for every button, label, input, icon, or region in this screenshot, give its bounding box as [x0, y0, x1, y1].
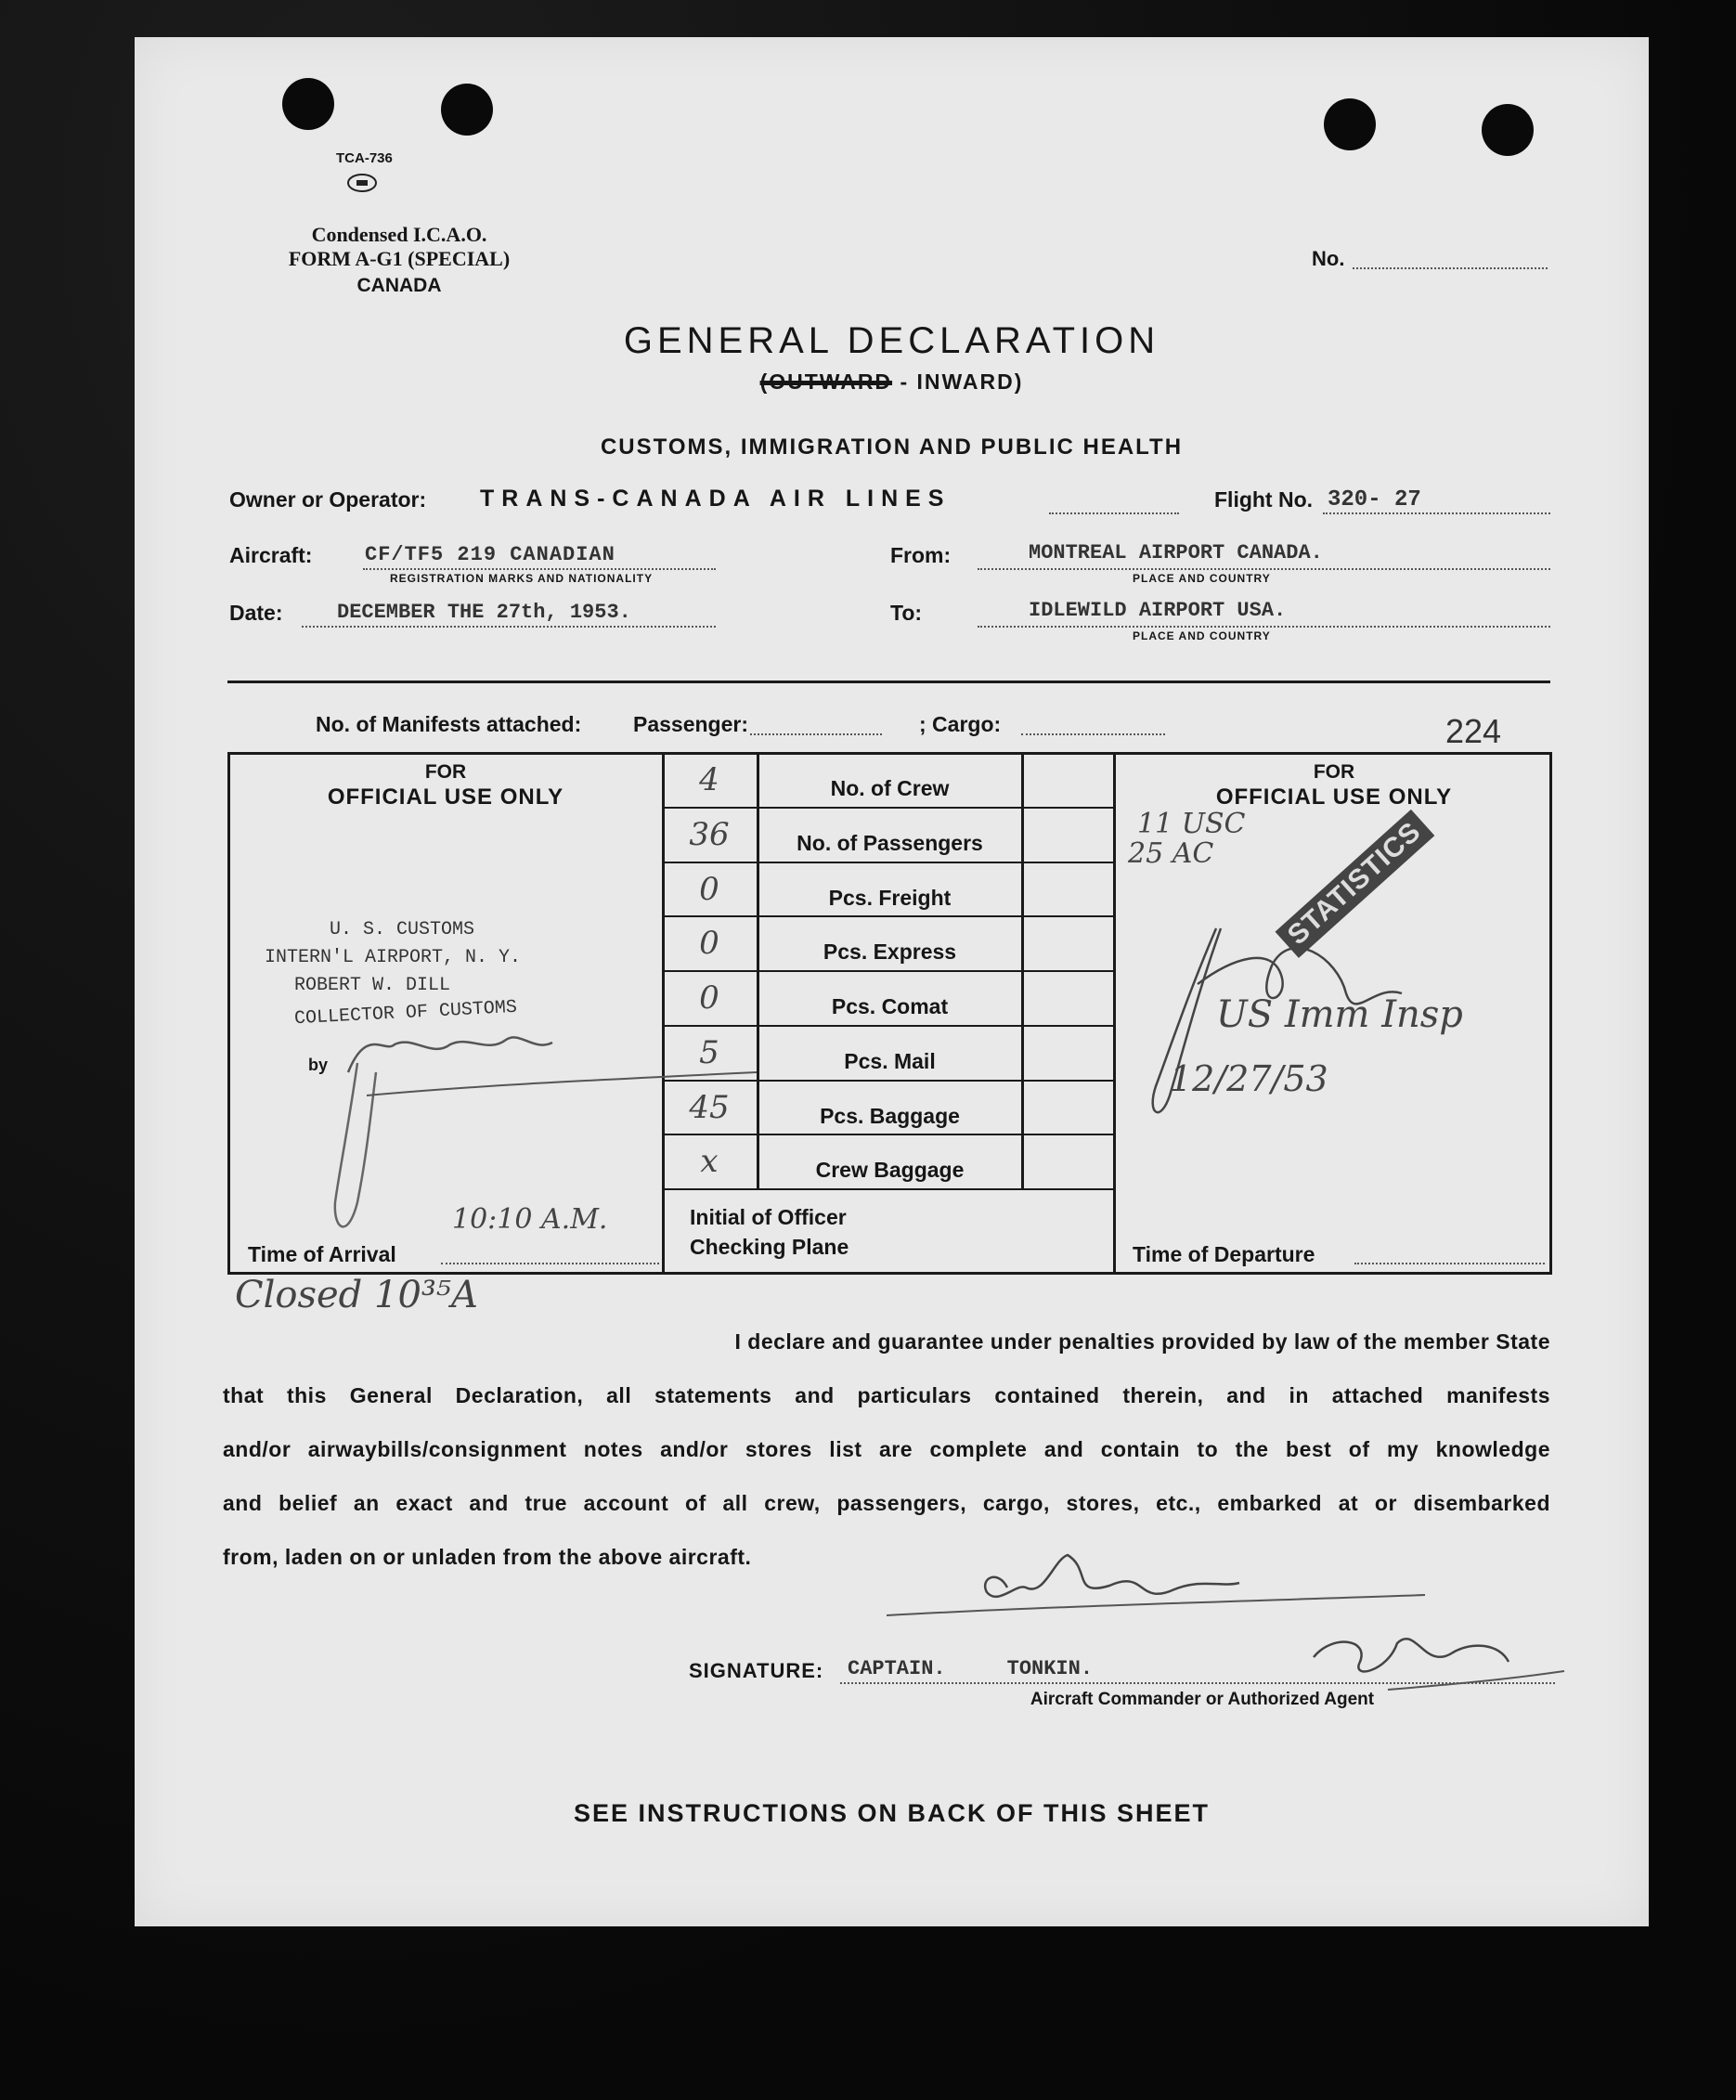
- right-note-ac: 25 AC: [1128, 837, 1214, 870]
- center-row-label: Pcs. Mail: [844, 1048, 936, 1073]
- punch-hole: [1482, 104, 1534, 156]
- owner-value: TRANS-CANADA AIR LINES: [480, 486, 952, 512]
- signature-label: SIGNATURE:: [689, 1659, 824, 1682]
- from-label: From:: [890, 543, 952, 567]
- aircraft-label: Aircraft:: [229, 543, 313, 567]
- closed-note: Closed 10³⁵A: [235, 1274, 478, 1316]
- customs-stamp-line-1: U. S. CUSTOMS: [330, 919, 475, 940]
- flight-number-field: [1323, 512, 1550, 514]
- right-official-heading-2: OFFICIAL USE ONLY: [1215, 784, 1453, 810]
- registration-caption: REGISTRATION MARKS AND NATIONALITY: [390, 572, 654, 585]
- right-note-usc: 11 USC: [1137, 808, 1246, 840]
- center-row-divider: [662, 1025, 1116, 1027]
- customs-stamp-line-3: ROBERT W. DILL: [294, 975, 451, 996]
- captain-signature-icon: [868, 1532, 1574, 1745]
- center-row-value: 5: [699, 1033, 719, 1071]
- inspector-title: US Imm Insp: [1216, 993, 1463, 1036]
- arrival-time-field: [441, 1263, 659, 1264]
- statistics-stamp: STATISTICS: [1276, 810, 1435, 958]
- table-left-border: [227, 752, 230, 1275]
- center-row-value: 0: [699, 870, 719, 908]
- declaration-line-3: and/or airwaybills/consignment notes and/or stores list are complete and contain to the best of my knowledge: [223, 1437, 1550, 1461]
- to-value: IDLEWILD AIRPORT USA.: [1029, 599, 1287, 622]
- manifests-passenger-field[interactable]: [750, 733, 882, 735]
- from-field: [978, 568, 1550, 570]
- center-row-value: 0: [699, 925, 719, 963]
- header-line-3: CANADA: [356, 275, 442, 296]
- punch-hole: [1324, 98, 1376, 150]
- declaration-line-1: I declare and guarantee under penalties provided by law of the member State: [734, 1329, 1550, 1354]
- left-official-heading-2: OFFICIAL USE ONLY: [327, 784, 564, 810]
- date-value: DECEMBER THE 27th, 1953.: [337, 601, 631, 624]
- manifests-cargo-label: ; Cargo:: [919, 712, 1002, 736]
- inward-label: - INWARD): [900, 369, 1024, 394]
- page-subtitle: [135, 369, 1649, 395]
- center-row-divider: [662, 862, 1116, 863]
- customs-stamp-line-2: INTERN'L AIRPORT, N. Y.: [265, 947, 522, 968]
- center-row-divider: [662, 970, 1116, 972]
- center-row-label: Pcs. Baggage: [820, 1103, 960, 1128]
- customs-stamp-line-4: COLLECTOR OF CUSTOMS: [293, 996, 518, 1031]
- officer-initial-label-1: Initial of Officer: [690, 1205, 847, 1229]
- punch-hole: [441, 84, 493, 136]
- center-row-divider: [662, 807, 1116, 809]
- form-code: TCA-736: [336, 150, 393, 166]
- center-row-value: 45: [689, 1088, 730, 1126]
- departure-time-label: Time of Departure: [1133, 1242, 1315, 1266]
- center-row-divider: [662, 915, 1116, 917]
- right-official-heading-1: FOR: [1313, 761, 1355, 783]
- form-number-label: No.: [1312, 247, 1345, 270]
- table-top-border: [227, 752, 1552, 755]
- to-label: To:: [890, 601, 923, 625]
- instructions-footer: SEE INSTRUCTIONS ON BACK OF THIS SHEET: [573, 1799, 1211, 1827]
- aircraft-value: CF/TF5 219 CANADIAN: [365, 543, 615, 566]
- header-line-2: FORM A-G1 (SPECIAL): [288, 247, 511, 270]
- customs-by-label: by: [308, 1056, 329, 1074]
- section-heading: CUSTOMS, IMMIGRATION AND PUBLIC HEALTH: [600, 434, 1184, 460]
- tca-logo-icon: [346, 173, 378, 193]
- center-row-value: 36: [689, 815, 730, 853]
- punch-hole: [282, 78, 334, 130]
- signature-caption: Aircraft Commander or Authorized Agent: [1030, 1690, 1375, 1709]
- signature-value: CAPTAIN. TONKIN.: [848, 1657, 1094, 1680]
- table-divider-2: [1113, 752, 1116, 1275]
- declaration-line-5: from, laden on or unladen from the above aircraft.: [223, 1545, 752, 1569]
- manifests-label: No. of Manifests attached:: [316, 712, 582, 736]
- declaration-line-4: and belief an exact and true account of all crew, passengers, cargo, stores, etc., embarked at or disembarked: [223, 1491, 1550, 1515]
- center-row-value: 4: [699, 761, 719, 798]
- manifest-number: 224: [1445, 712, 1502, 750]
- center-row-label: Pcs. Express: [823, 940, 957, 965]
- officer-initial-label-2: Checking Plane: [690, 1235, 849, 1259]
- header-line-1: Condensed I.C.A.O.: [311, 223, 487, 246]
- center-row-label: No. of Passengers: [797, 830, 983, 855]
- center-row-value: 0: [699, 979, 719, 1017]
- center-row-label: No. of Crew: [830, 776, 950, 800]
- signature-field: [840, 1682, 1555, 1684]
- date-label: Date:: [229, 601, 283, 625]
- form-number-field[interactable]: [1353, 267, 1548, 269]
- flight-number-value: 320- 27: [1328, 487, 1421, 512]
- center-row-divider: [662, 1134, 1116, 1135]
- departure-time-field[interactable]: [1354, 1263, 1545, 1264]
- center-row-value: x: [700, 1143, 719, 1181]
- owner-field: [1049, 512, 1179, 514]
- general-declaration-form: [135, 37, 1649, 1926]
- page-title: GENERAL DECLARATION: [623, 320, 1160, 361]
- arrival-time-label: Time of Arrival: [248, 1242, 396, 1266]
- manifests-passenger-label: Passenger:: [633, 712, 749, 736]
- from-place-caption: PLACE AND COUNTRY: [1133, 572, 1271, 585]
- center-row-divider: [662, 1188, 1116, 1190]
- left-official-heading-1: FOR: [424, 761, 467, 783]
- to-field: [978, 626, 1550, 628]
- center-row-label: Crew Baggage: [815, 1158, 965, 1183]
- declaration-line-2: that this General Declaration, all statements and particulars contained therein, and in attached manifests: [223, 1383, 1550, 1407]
- to-place-caption: PLACE AND COUNTRY: [1133, 629, 1271, 642]
- inspector-date: 12/27/53: [1170, 1058, 1328, 1099]
- flight-number-label: Flight No.: [1214, 487, 1314, 512]
- aircraft-field: [363, 568, 716, 570]
- center-row-label: Pcs. Comat: [831, 994, 949, 1018]
- arrival-time-value: 10:10 A.M.: [452, 1203, 608, 1236]
- section-divider: [227, 681, 1550, 683]
- from-value: MONTREAL AIRPORT CANADA.: [1029, 541, 1323, 564]
- center-row-divider: [662, 1080, 1116, 1082]
- center-row-label: Pcs. Freight: [828, 885, 952, 910]
- date-field: [302, 626, 716, 628]
- struck-outward: (OUTWARD: [759, 369, 893, 394]
- table-right-border: [1549, 752, 1552, 1275]
- manifests-cargo-field[interactable]: [1021, 733, 1165, 735]
- owner-label: Owner or Operator:: [229, 487, 427, 512]
